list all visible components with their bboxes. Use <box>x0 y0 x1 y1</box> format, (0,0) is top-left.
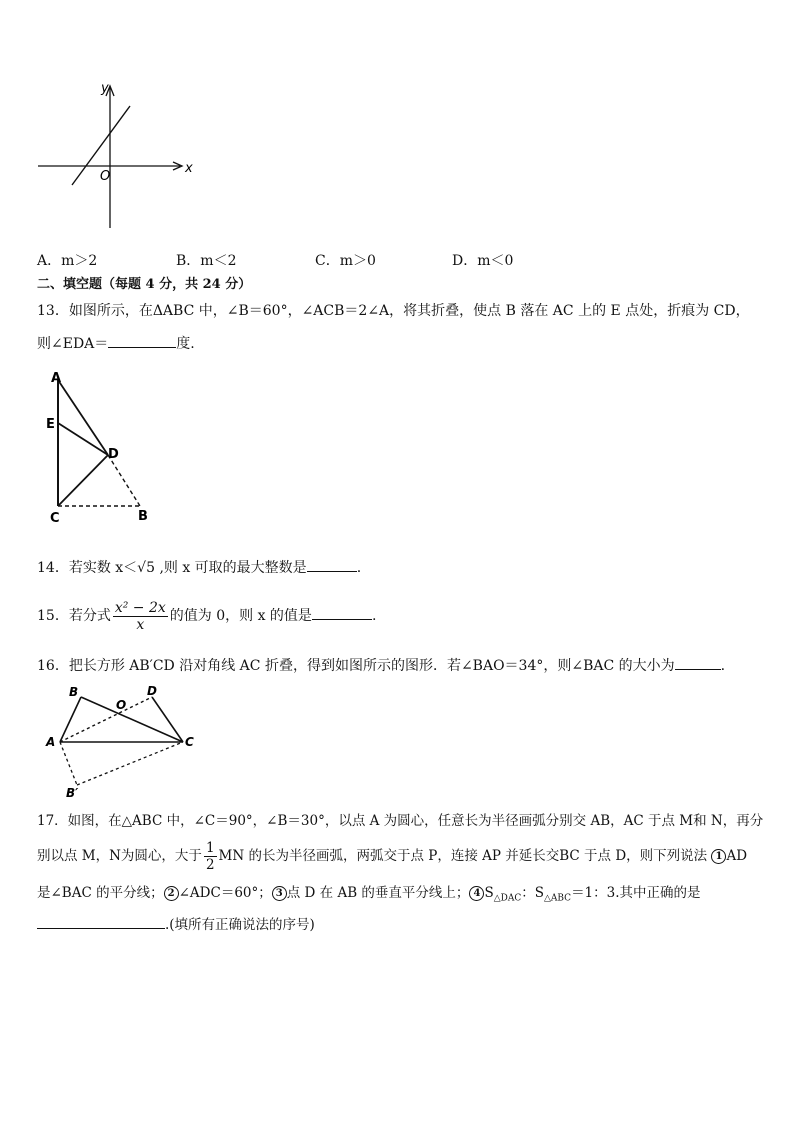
q13-line2-pre: 则∠EDA＝ <box>37 336 109 352</box>
option-b: B．m＜2 <box>176 253 237 269</box>
q17-answer-blank[interactable] <box>37 914 165 929</box>
q17-circle-3: 3 <box>272 886 287 901</box>
q13-line2 <box>37 333 195 353</box>
q13-answer-blank[interactable] <box>108 333 176 348</box>
q15-fraction <box>113 600 168 633</box>
q15-answer-blank[interactable] <box>312 605 372 620</box>
q17-s-symbol-1: S <box>484 885 494 901</box>
q16-line <box>37 655 725 675</box>
q16-label-b: B <box>69 685 79 699</box>
q17-statement-1: 是∠BAC 的平分线； <box>37 885 164 901</box>
q17-line2-tail: AD <box>726 848 748 864</box>
q17-statement-4: ＝1：3.其中正确的是 <box>571 885 701 901</box>
q17-circle-2: 2 <box>164 886 179 901</box>
q17-line2-pre: 别以点 M，N为圆心，大于 <box>37 848 202 864</box>
q14-post: . <box>356 560 362 576</box>
q17-line2 <box>37 838 747 874</box>
q17-circle-4: 4 <box>469 886 484 901</box>
option-d: D．m＜0 <box>452 253 514 269</box>
q13-label-c: C <box>50 511 60 526</box>
q17-line1: 17．如图，在△ABC 中，∠C＝90°，∠B＝30°，以点 A 为圆心，任意长为半径画弧分别交 AB，AC 于点 M和 N，再分 <box>37 813 764 829</box>
q16-label-a: A <box>46 735 56 749</box>
q15-line <box>37 598 376 634</box>
q16-text: 16．把长方形 AB′CD 沿对角线 AC 折叠，得到如图所示的图形．若∠BAO＝34°，则∠BAC 的大小为 <box>37 658 675 674</box>
q14-answer-blank[interactable] <box>307 557 357 572</box>
q13-label-b: B <box>138 509 148 524</box>
q15-pre: 15．若分式 <box>37 608 111 624</box>
q16-post: . <box>720 658 726 674</box>
q16-label-c: C <box>185 735 194 749</box>
q16-label-b-prime: B′ <box>66 786 79 800</box>
q17-fraction <box>204 840 217 873</box>
line-graph <box>30 78 200 233</box>
q17-line4-post: .(填所有正确说法的序号) <box>165 917 315 933</box>
q17-circle-1: 1 <box>711 849 726 864</box>
q13-label-e: E <box>46 417 55 432</box>
q13-line2-post: 度. <box>176 336 195 352</box>
q14-line <box>37 557 361 577</box>
q17-subscript-1: △DAC <box>493 893 522 904</box>
option-a: A．m＞2 <box>37 253 98 269</box>
q17-s-symbol-2: ：S <box>521 885 544 901</box>
q15-mid: 的值为 0，则 x 的值是 <box>169 608 312 624</box>
q13-triangle-figure <box>40 368 170 533</box>
q14-pre: 14．若实数 x＜√5 ,则 x 可取的最大整数是 <box>37 560 307 576</box>
q17-line3 <box>37 884 701 908</box>
q17-subscript-2: △ABC <box>543 893 572 904</box>
q15-post: . <box>371 608 377 624</box>
q13-label-a: A <box>51 371 62 386</box>
q16-answer-blank[interactable] <box>675 655 721 670</box>
y-axis-label: y <box>101 81 109 96</box>
q16-label-o: O <box>116 698 127 712</box>
option-c: C．m＞0 <box>315 253 376 269</box>
q16-fold-figure <box>40 682 210 800</box>
section-title: 二、填空题（每题 4 分，共 24 分） <box>37 277 252 292</box>
origin-label: O <box>100 169 111 184</box>
x-axis-label: x <box>185 161 193 176</box>
q13-line1: 13．如图所示，在ΔABC 中，∠B＝60°，∠ACB＝2∠A，将其折叠，使点 B 落在 AC 上的 E 点处，折痕为 CD， <box>37 303 750 319</box>
q17-line4 <box>37 914 315 934</box>
q17-line2-post: MN 的长为半径画弧，两弧交于点 P，连接 AP 并延长交BC 于点 D，则下列说法 <box>218 848 708 864</box>
q16-label-d: D <box>147 684 157 698</box>
q17-frac-den: 2 <box>205 857 215 873</box>
q15-numerator: x² − 2x <box>114 599 166 616</box>
q17-statement-3: 点 D 在 AB 的垂直平分线上； <box>286 885 470 901</box>
q13-label-d: D <box>108 447 119 462</box>
q17-statement-2: ∠ADC＝60°； <box>178 885 272 901</box>
q17-frac-num: 1 <box>205 840 215 856</box>
q15-denominator: x <box>136 616 145 633</box>
